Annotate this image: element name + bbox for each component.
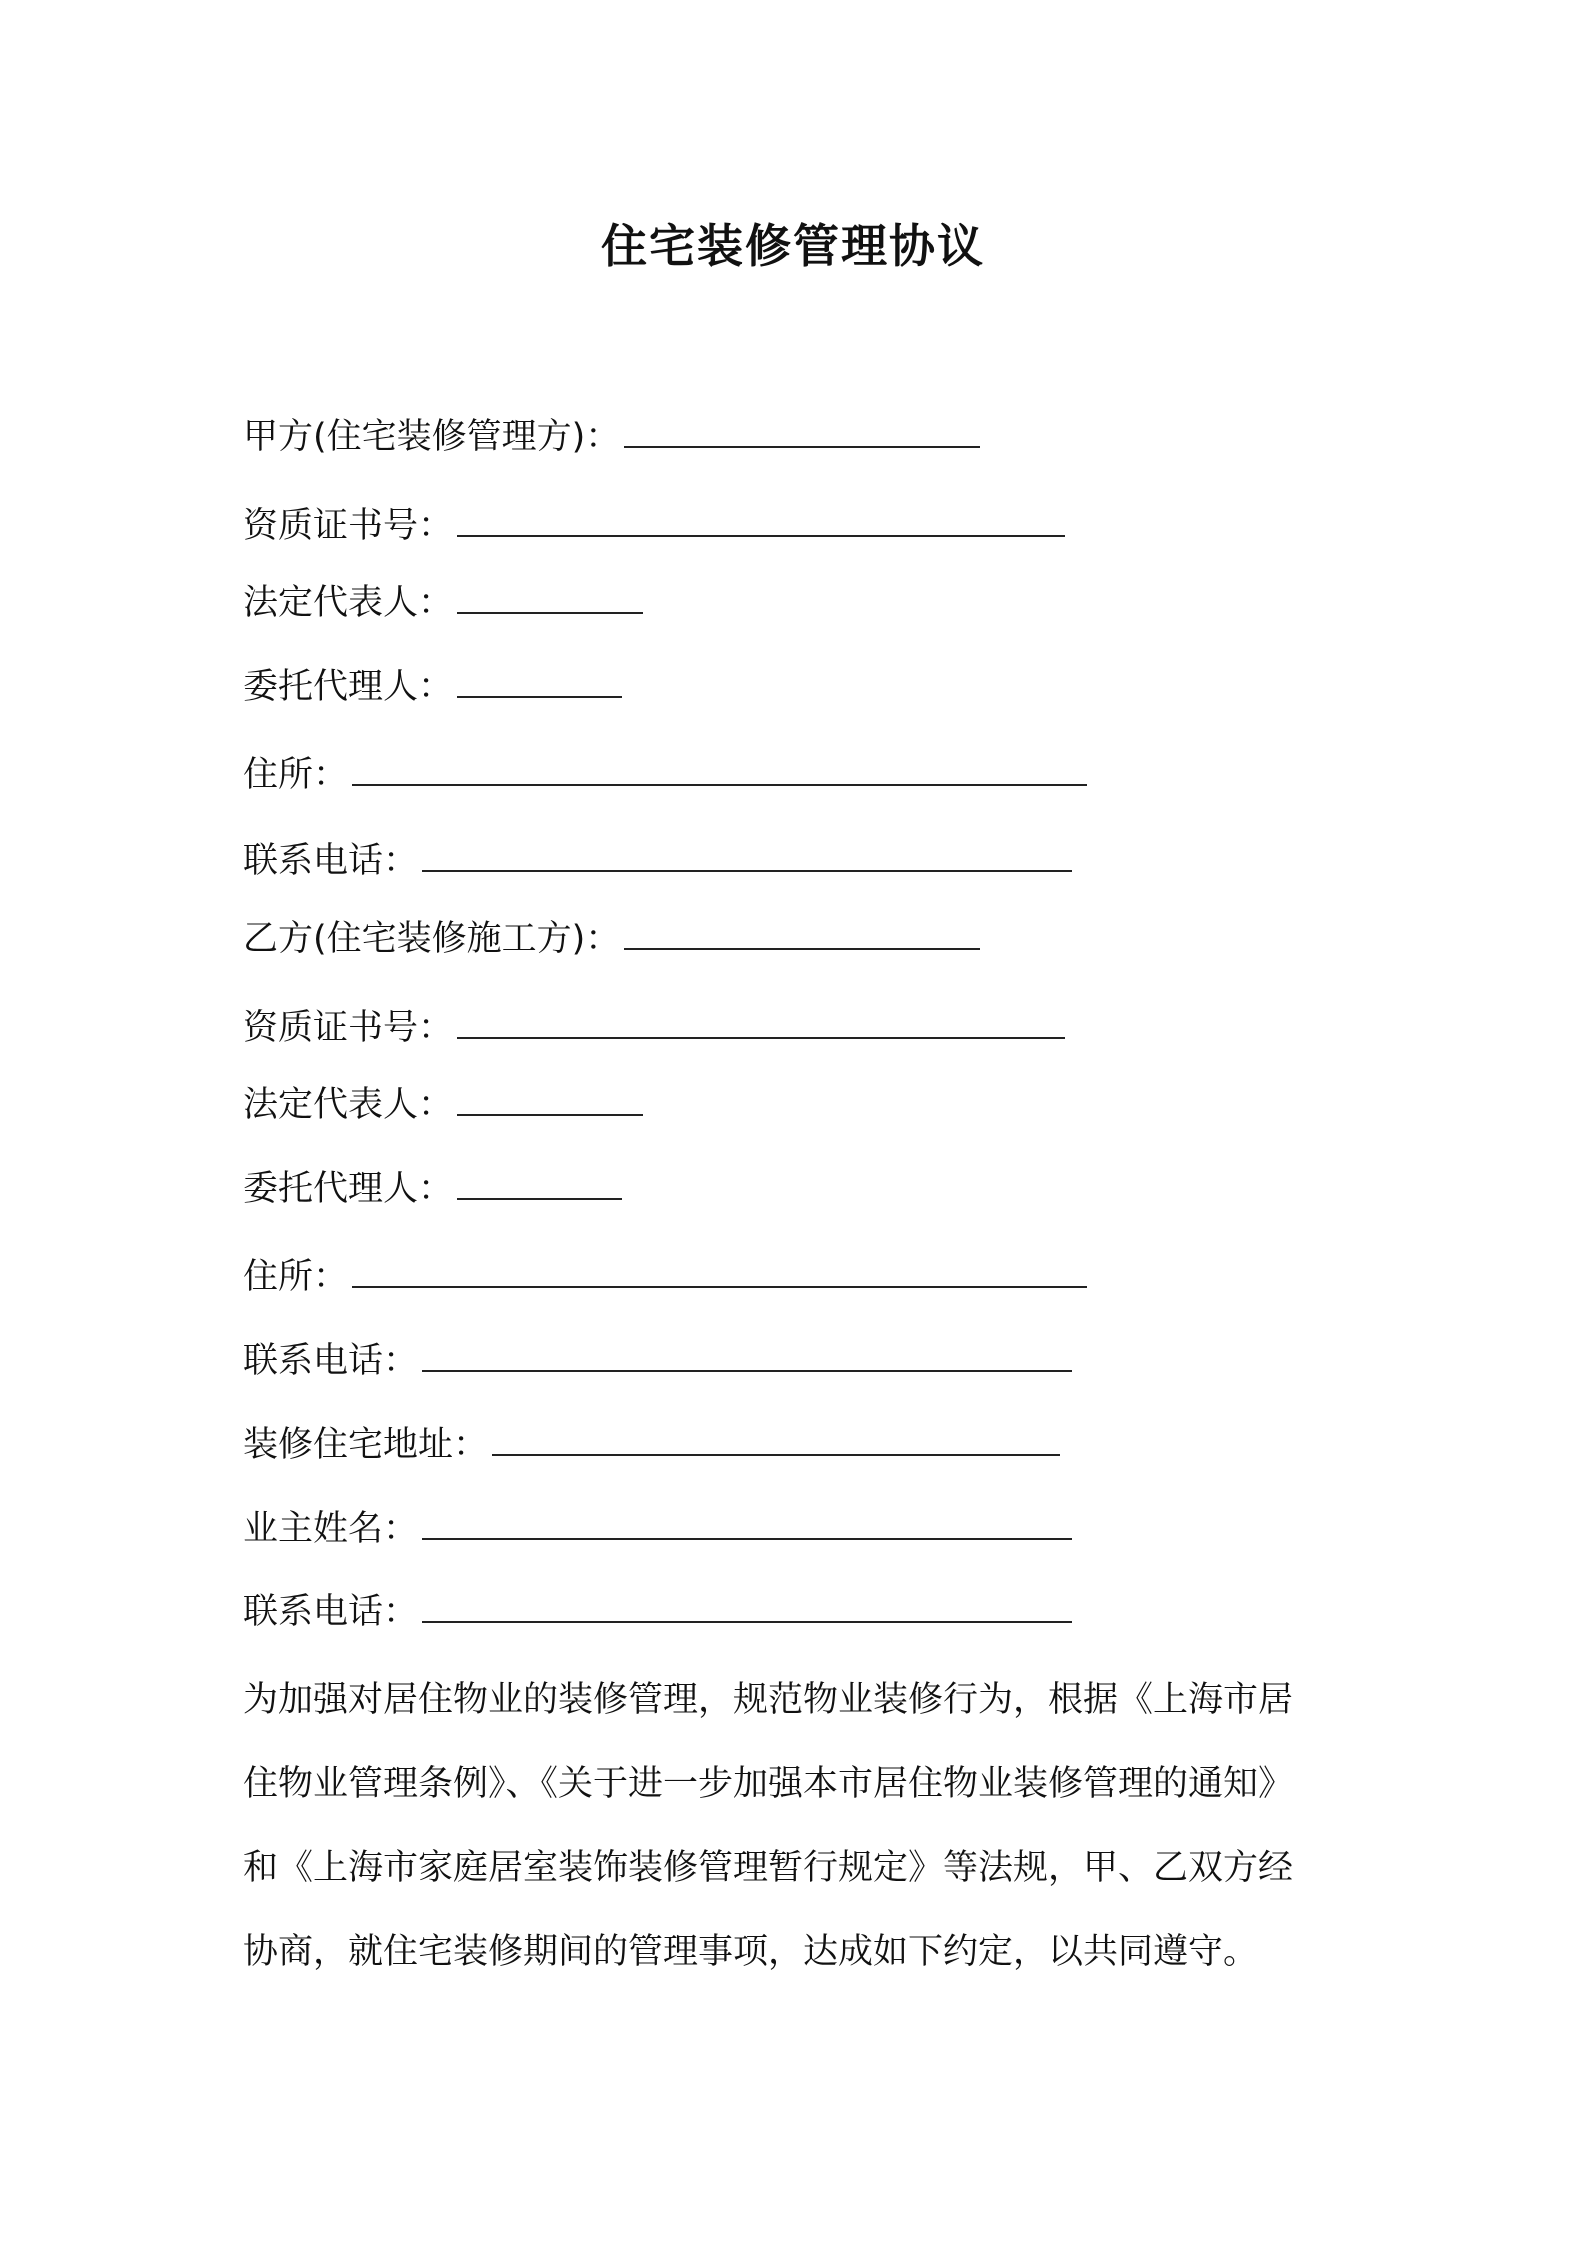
document-title: 住宅装修管理协议 [601, 219, 985, 273]
fill-in-blank[interactable] [457, 1007, 1065, 1039]
field-owner-phone [243, 1589, 1072, 1635]
field-party-b-certificate [243, 1005, 1065, 1051]
field-party-a-legal-rep [243, 580, 643, 626]
field-party-b-agent [243, 1166, 622, 1212]
fill-in-blank[interactable] [624, 416, 980, 448]
field-label: 联系电话： [243, 1592, 419, 1632]
field-party-b-phone [243, 1338, 1072, 1384]
fill-in-blank[interactable] [492, 1424, 1060, 1456]
field-label: 乙方(住宅装修施工方)： [243, 919, 621, 959]
fill-in-blank[interactable] [352, 1256, 1087, 1288]
field-label: 委托代理人： [243, 667, 454, 707]
field-label: 联系电话： [243, 841, 419, 881]
paragraph-line: 为加强对居住物业的装修管理，规范物业装修行为，根据《上海市居 [243, 1680, 1294, 1720]
field-label: 甲方(住宅装修管理方)： [243, 417, 621, 457]
field-label: 资质证书号： [243, 1008, 454, 1048]
paragraph-line: 协商，就住宅装修期间的管理事项，达成如下约定，以共同遵守。 [243, 1932, 1259, 1972]
fill-in-blank[interactable] [457, 1168, 622, 1200]
field-label: 装修住宅地址： [243, 1425, 489, 1465]
fill-in-blank[interactable] [457, 666, 622, 698]
field-label: 法定代表人： [243, 1085, 454, 1125]
fill-in-blank[interactable] [457, 1084, 643, 1116]
field-label: 住所： [243, 1257, 349, 1297]
field-party-a-phone [243, 838, 1072, 884]
field-label: 业主姓名： [243, 1509, 419, 1549]
fill-in-blank[interactable] [624, 918, 980, 950]
field-owner-name [243, 1506, 1072, 1552]
field-party-b [243, 916, 980, 962]
fill-in-blank[interactable] [352, 754, 1087, 786]
field-party-b-legal-rep [243, 1082, 643, 1128]
field-party-a-agent [243, 664, 622, 710]
field-renovation-address [243, 1422, 1060, 1468]
field-party-a-certificate [243, 503, 1065, 549]
field-party-a-address [243, 752, 1087, 798]
field-party-a [243, 414, 980, 460]
fill-in-blank[interactable] [422, 1591, 1072, 1623]
fill-in-blank[interactable] [457, 582, 643, 614]
paragraph-line: 住物业管理条例》、《关于进一步加强本市居住物业装修管理的通知》 [243, 1764, 1294, 1804]
field-label: 住所： [243, 755, 349, 795]
field-label: 联系电话： [243, 1341, 419, 1381]
fill-in-blank[interactable] [422, 1508, 1072, 1540]
field-label: 法定代表人： [243, 583, 454, 623]
field-label: 委托代理人： [243, 1169, 454, 1209]
preamble-paragraph [243, 1658, 1368, 1994]
field-party-b-address [243, 1254, 1087, 1300]
fill-in-blank[interactable] [422, 1340, 1072, 1372]
field-label: 资质证书号： [243, 506, 454, 546]
fill-in-blank[interactable] [422, 840, 1072, 872]
paragraph-line: 和《上海市家庭居室装饰装修管理暂行规定》等法规，甲、乙双方经 [243, 1848, 1294, 1888]
fill-in-blank[interactable] [457, 505, 1065, 537]
